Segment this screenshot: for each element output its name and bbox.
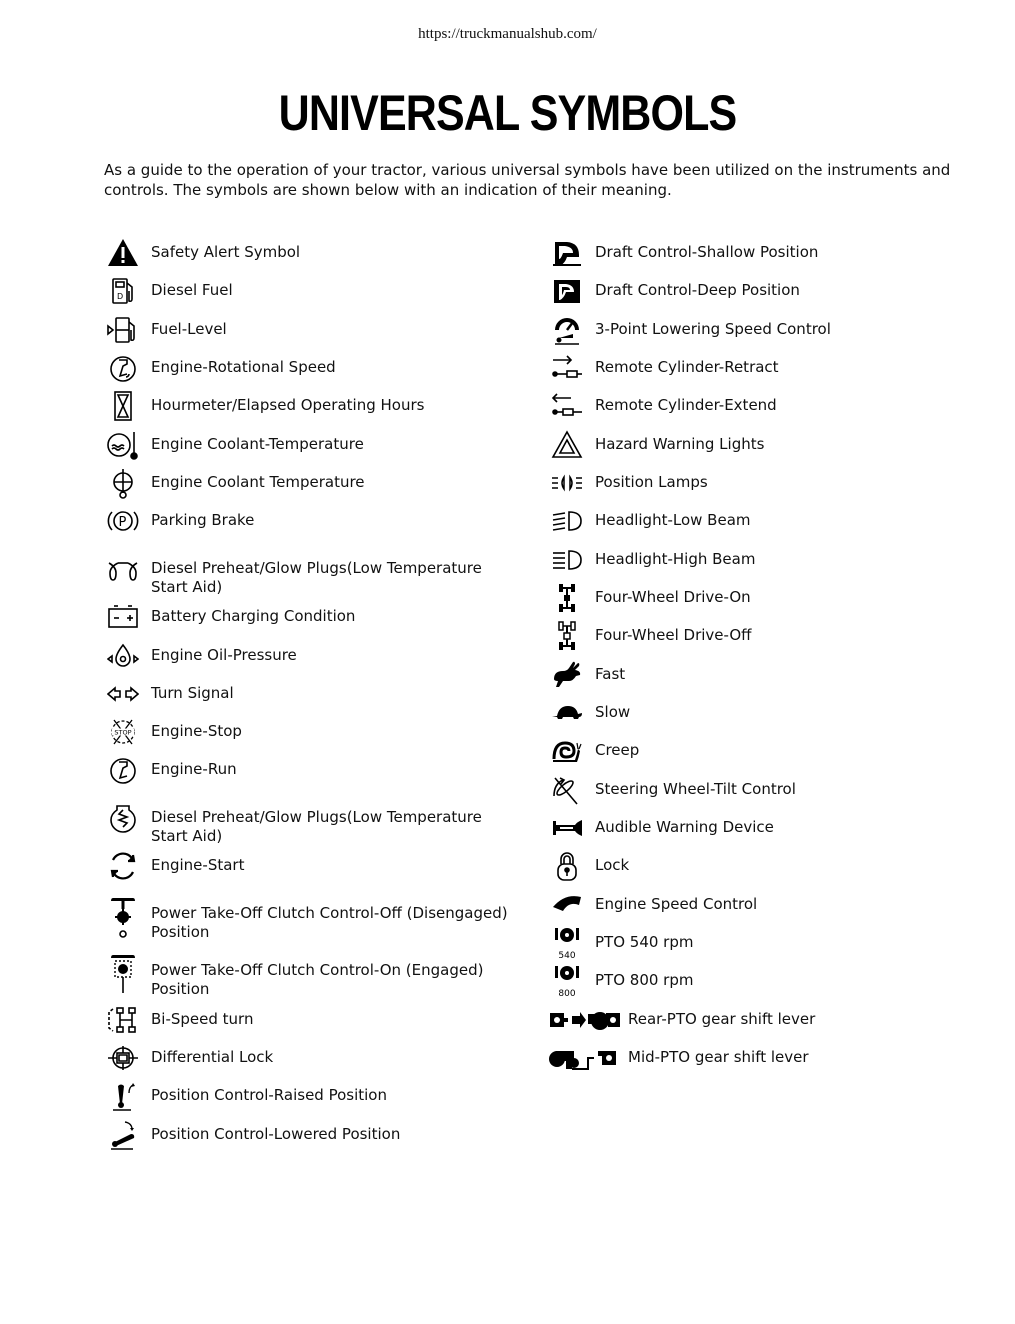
engine-speed-control-icon <box>548 886 586 924</box>
symbol-label: Turn Signal <box>151 684 234 702</box>
svg-text:D: D <box>117 292 124 301</box>
symbol-label: Engine Oil-Pressure <box>151 646 297 664</box>
symbol-label: Engine-Stop <box>151 722 242 740</box>
symbol-label: Audible Warning Device <box>595 818 774 836</box>
symbol-label: Diesel Preheat/Glow Plugs(Low Temperature Start Aid) <box>151 808 482 845</box>
pto-clutch-on-icon <box>104 952 142 998</box>
turtle-icon <box>548 694 586 732</box>
symbol-label: Engine-Rotational Speed <box>151 358 336 376</box>
position-lowered-icon <box>104 1116 142 1154</box>
glow-plug-icon <box>104 550 142 588</box>
symbol-label: Rear-PTO gear shift lever <box>628 1010 816 1028</box>
engine-start-icon <box>104 847 142 885</box>
symbol-label: PTO 800 rpm <box>595 971 694 989</box>
battery-icon <box>104 598 142 636</box>
symbol-label: Differential Lock <box>151 1048 274 1066</box>
fuel-level-icon <box>104 311 142 349</box>
symbol-label: Engine Coolant-Temperature <box>151 435 364 453</box>
symbol-label: Engine-Start <box>151 856 245 874</box>
preheat-coil-icon <box>104 799 142 837</box>
symbol-label: Steering Wheel-Tilt Control <box>595 780 796 798</box>
bi-speed-turn-icon <box>104 1001 142 1039</box>
symbol-label: Diesel Fuel <box>151 281 233 299</box>
symbol-label: Draft Control-Shallow Position <box>595 243 819 261</box>
cylinder-extend-icon <box>548 387 586 425</box>
symbol-label: Slow <box>595 703 631 721</box>
symbol-label: Position Lamps <box>595 473 708 491</box>
hourglass-icon <box>104 387 142 425</box>
symbol-label: Fuel-Level <box>151 320 227 338</box>
symbol-label: Engine-Run <box>151 760 237 778</box>
coolant-temperature-icon <box>104 426 142 464</box>
coolant-thermometer-icon <box>104 464 142 502</box>
horn-icon <box>548 809 586 847</box>
position-lamps-icon <box>548 464 586 502</box>
safety-alert-icon <box>104 234 142 272</box>
pto-clutch-off-icon <box>104 895 142 941</box>
symbol-label: Parking Brake <box>151 511 255 529</box>
engine-rotational-speed-icon <box>104 349 142 387</box>
stop-text: STOP <box>114 728 132 737</box>
symbol-label: Lock <box>595 856 630 874</box>
steering-tilt-icon <box>548 771 586 809</box>
symbol-label: Power Take-Off Clutch Control-Off (Disengaged) Position <box>151 904 508 941</box>
draft-deep-icon <box>548 272 586 310</box>
pto-540-text: 540 <box>558 951 576 961</box>
parking-brake-icon <box>104 502 142 540</box>
symbol-label: Four-Wheel Drive-On <box>595 588 751 606</box>
symbol-label: Engine Coolant Temperature <box>151 473 365 491</box>
mid-pto-lever-icon <box>548 1039 620 1077</box>
symbol-label: Headlight-High Beam <box>595 550 756 568</box>
diesel-fuel-icon <box>104 272 142 310</box>
differential-lock-icon <box>104 1039 142 1077</box>
snail-icon <box>548 732 586 770</box>
symbol-label: Engine Speed Control <box>595 895 758 913</box>
source-url: https://truckmanualshub.com/ <box>418 26 597 42</box>
symbol-label: Hourmeter/Elapsed Operating Hours <box>151 396 425 414</box>
symbol-label: Bi-Speed turn <box>151 1010 254 1028</box>
symbol-label: Position Control-Lowered Position <box>151 1125 401 1143</box>
svg-text:P: P <box>118 515 127 530</box>
symbol-label: Mid-PTO gear shift lever <box>628 1048 809 1066</box>
engine-run-icon <box>104 751 142 789</box>
symbol-label: Hazard Warning Lights <box>595 435 765 453</box>
four-wheel-drive-off-icon <box>548 617 586 655</box>
draft-shallow-icon <box>548 234 586 272</box>
pto-800-icon <box>548 962 586 1002</box>
symbol-label: Draft Control-Deep Position <box>595 281 800 299</box>
symbol-label: Position Control-Raised Position <box>151 1086 387 1104</box>
page-title: UNIVERSAL SYMBOLS <box>278 85 737 141</box>
oil-pressure-icon <box>104 637 142 675</box>
symbol-label: Four-Wheel Drive-Off <box>595 626 752 644</box>
symbol-label: Power Take-Off Clutch Control-On (Engaged) Position <box>151 961 484 998</box>
symbol-label: PTO 540 rpm <box>595 933 694 951</box>
pto-540-icon <box>548 924 586 964</box>
symbol-label: Diesel Preheat/Glow Plugs(Low Temperature Start Aid) <box>151 559 482 596</box>
four-wheel-drive-on-icon <box>548 579 586 617</box>
intro-paragraph: As a guide to the operation of your tractor, various universal symbols have been utilized on the instruments and controls. The symbols are shown below with an indication of their meaning. <box>104 161 951 199</box>
symbol-label: Headlight-Low Beam <box>595 511 751 529</box>
symbol-label: Creep <box>595 741 640 759</box>
rabbit-icon <box>548 656 586 694</box>
engine-stop-icon <box>104 713 142 751</box>
symbol-label: Fast <box>595 665 626 683</box>
rear-pto-lever-icon <box>548 1001 620 1039</box>
low-beam-icon <box>548 502 586 540</box>
symbol-label: Remote Cylinder-Retract <box>595 358 779 376</box>
lowering-speed-icon <box>548 311 586 349</box>
position-raised-icon <box>104 1077 142 1115</box>
lock-icon <box>548 847 586 885</box>
high-beam-icon <box>548 541 586 579</box>
symbol-label: 3-Point Lowering Speed Control <box>595 320 831 338</box>
symbol-label: Remote Cylinder-Extend <box>595 396 777 414</box>
hazard-warning-icon <box>548 426 586 464</box>
symbol-label: Safety Alert Symbol <box>151 243 301 261</box>
pto-800-text: 800 <box>558 989 576 999</box>
symbol-label: Battery Charging Condition <box>151 607 356 625</box>
turn-signal-icon <box>104 675 142 713</box>
cylinder-retract-icon <box>548 349 586 387</box>
